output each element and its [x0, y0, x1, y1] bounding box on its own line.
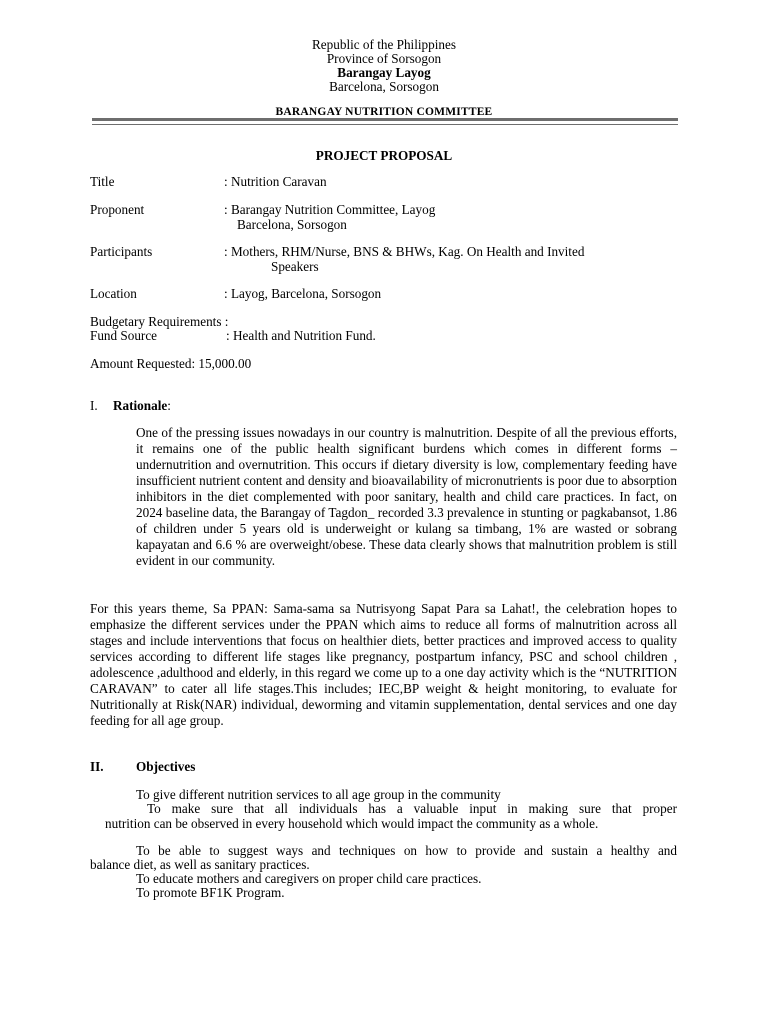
rationale-paragraph-2: For this years theme, Sa PPAN: Sama-sama sa Nutrisyong Sapat Para sa Lahat!, the celebration hopes to emphasize the different services under the PPAN which aims to reduce all forms of malnutrition across all stages and include interventions that focus on healthier diets, better practices and improved access to quality services according to different life stages like pregnancy, postpartum infancy, PSC and school children , adolescence ,adulthood and elderly, in this regard we come up to a one day activity which is the “NUTRITION CARAVAN” to cater all life stages.This includes; IEC,BP weight & height monitoring, to evaluate for Nutritionally at Risk(NAR) individual, deworming and vitamin supplementation, dental services and one day feeding for all age group.: [90, 601, 677, 728]
location-label: Location: [90, 286, 137, 301]
budget-label: Budgetary Requirements :: [90, 314, 229, 329]
participants-value: : Mothers, RHM/Nurse, BNS & BHWs, Kag. On Health and Invited: [224, 244, 585, 259]
rationale-numeral: I.: [90, 398, 98, 413]
objective-item-3: To be able to suggest ways and techniques on how to provide and sustain a healthy and: [136, 843, 677, 858]
objective-item-5: To promote BF1K Program.: [136, 885, 285, 900]
amount-requested: Amount Requested: 15,000.00: [90, 356, 252, 371]
proponent-value: : Barangay Nutrition Committee, Layog: [224, 202, 436, 217]
header-province: Province of Sorsogon: [326, 51, 442, 66]
rationale-heading-colon: :: [167, 398, 171, 413]
document-title: PROJECT PROPOSAL: [315, 148, 453, 163]
committee-name: BARANGAY NUTRITION COMMITTEE: [275, 106, 493, 118]
participants-value-cont: Speakers: [271, 259, 319, 274]
objective-item-2: To make sure that all individuals has a valuable input in making sure that proper: [147, 801, 677, 816]
objective-item-3-cont: balance diet, as well as sanitary practices.: [90, 857, 310, 872]
fund-source-label: Fund Source: [90, 328, 158, 343]
title-value: : Nutrition Caravan: [224, 174, 327, 189]
fund-source-value: : Health and Nutrition Fund.: [226, 328, 376, 343]
location-value: : Layog, Barcelona, Sorsogon: [224, 286, 382, 301]
objectives-numeral: II.: [90, 759, 104, 774]
header-municipality: Barcelona, Sorsogon: [329, 79, 439, 94]
title-label: Title: [90, 174, 115, 189]
rationale-heading-text: Rationale: [113, 398, 168, 413]
header-rule-thin: [92, 124, 678, 125]
header-republic: Republic of the Philippines: [312, 37, 456, 52]
rationale-heading: [113, 398, 171, 414]
rationale-paragraph-1: One of the pressing issues nowadays in our country is malnutrition. Despite of all the previous efforts, it remains one of the public health significant burdens which comes in different forms – undernutrition and overnutrition. This occurs if dietary diversity is low, complementary feeding have insufficient nutrient content and density and bioavailability of micronutrients is poor due to absorption inhibitors in the diet complemented with poor sanitary, health and child care practices. In fact, on 2024 baseline data, the Barangay of Tagdon_ recorded 3.3 prevalence in stunting or pagkabansot, 1.86 of children under 5 years old is underweight or kulang sa timbang, 1% are wasted or sobrang kapayatan and 6.6 % are overweight/obese. These data clearly shows that malnutrition problem is still evident in our community.: [136, 425, 677, 568]
proponent-value-cont: Barcelona, Sorsogon: [237, 217, 347, 232]
participants-label: Participants: [90, 244, 153, 259]
objective-item-1: To give different nutrition services to all age group in the community: [136, 787, 501, 802]
proponent-label: Proponent: [90, 202, 145, 217]
header-barangay: Barangay Layog: [337, 65, 431, 80]
header-rule-thick: [92, 118, 678, 121]
objectives-heading: Objectives: [136, 759, 196, 774]
objective-item-4: To educate mothers and caregivers on proper child care practices.: [136, 871, 482, 886]
objective-item-2-cont: nutrition can be observed in every household which would impact the community as a whole.: [105, 816, 599, 831]
